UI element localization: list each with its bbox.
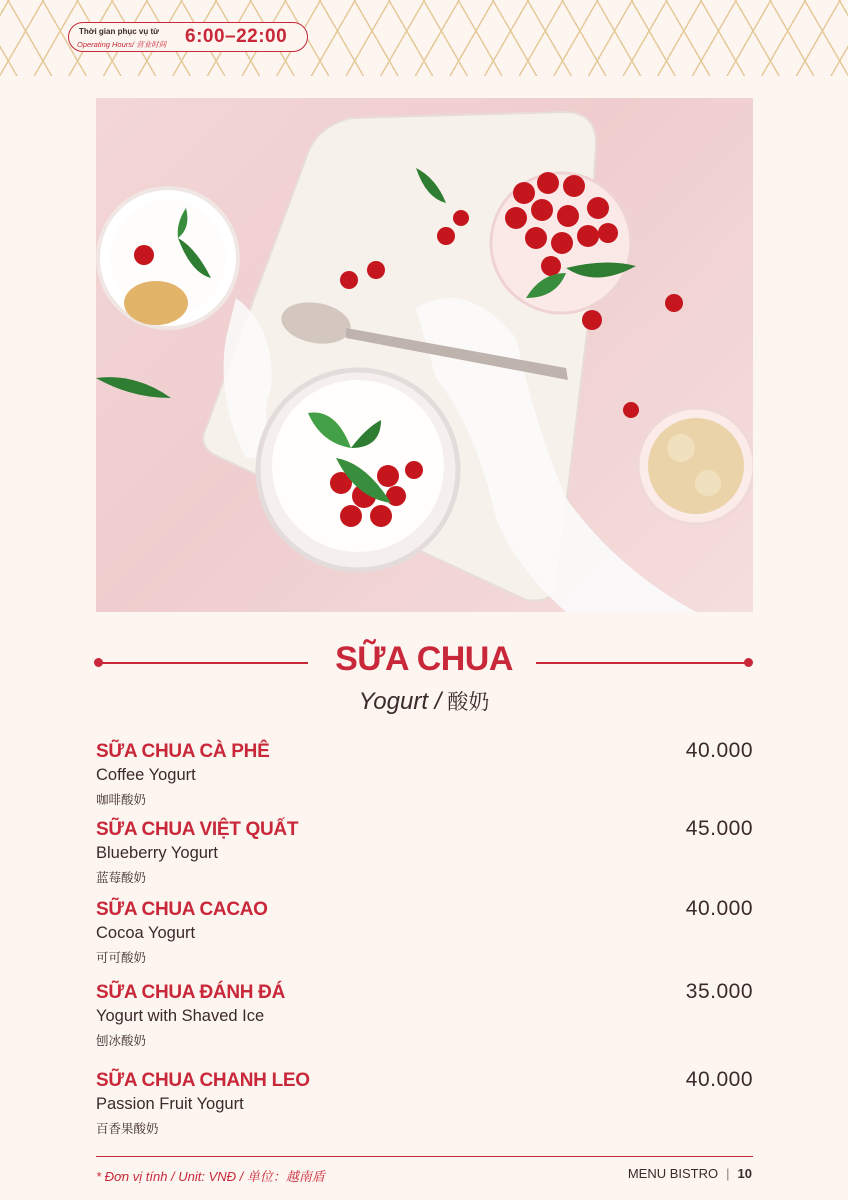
footer-divider	[96, 1156, 753, 1157]
item-price: 35.000	[685, 980, 753, 1003]
item-name-zh: 可可酸奶	[96, 950, 147, 965]
hours-label-vi: Thời gian phục vụ từ	[79, 27, 159, 36]
item-name-en: Passion Fruit Yogurt	[96, 1095, 244, 1113]
operating-hours-badge	[68, 22, 308, 52]
footer-separator: |	[726, 1166, 730, 1181]
item-name-zh: 蓝莓酸奶	[96, 870, 147, 885]
item-name-vi: SỮA CHUA CACAO	[96, 899, 268, 920]
item-name-vi: SỮA CHUA VIỆT QUẤT	[96, 819, 299, 840]
page-number: 10	[737, 1166, 752, 1181]
item-price: 40.000	[685, 739, 753, 762]
item-name-vi: SỮA CHUA CHANH LEO	[96, 1070, 310, 1091]
section-subtitle-zh: 酸奶	[447, 690, 490, 714]
item-name-zh: 刨冰酸奶	[96, 1033, 147, 1048]
hours-time: 6:00–22:00	[185, 26, 288, 47]
section-subtitle-en: Yogurt /	[358, 688, 442, 715]
item-name-zh: 咖啡酸奶	[96, 792, 147, 807]
hours-label-en: Operating Hours/ 营业时间	[77, 40, 167, 49]
item-name-en: Yogurt with Shaved Ice	[96, 1007, 265, 1025]
footer-page-info	[628, 1166, 752, 1181]
item-name-vi: SỮA CHUA CÀ PHÊ	[96, 741, 270, 762]
title-rule-right	[536, 662, 748, 664]
item-name-zh: 百香果酸奶	[96, 1121, 159, 1136]
title-rule-right-dot	[744, 658, 753, 667]
item-name-en: Cocoa Yogurt	[96, 924, 196, 942]
title-rule-left	[98, 662, 308, 664]
item-price: 40.000	[685, 1068, 753, 1091]
item-price: 40.000	[685, 897, 753, 920]
item-name-vi: SỮA CHUA ĐÁNH ĐÁ	[96, 982, 285, 1003]
section-title: SỮA CHUA	[335, 640, 513, 678]
menu-name: MENU BISTRO	[627, 1166, 719, 1181]
unit-note: * Đơn vị tính / Unit: VNĐ / 单位：越南盾	[96, 1169, 325, 1184]
item-name-en: Coffee Yogurt	[96, 766, 196, 784]
item-name-en: Blueberry Yogurt	[96, 844, 219, 862]
item-price: 45.000	[685, 817, 753, 840]
section-subtitle	[0, 686, 848, 716]
yogurt-photo	[96, 98, 753, 612]
